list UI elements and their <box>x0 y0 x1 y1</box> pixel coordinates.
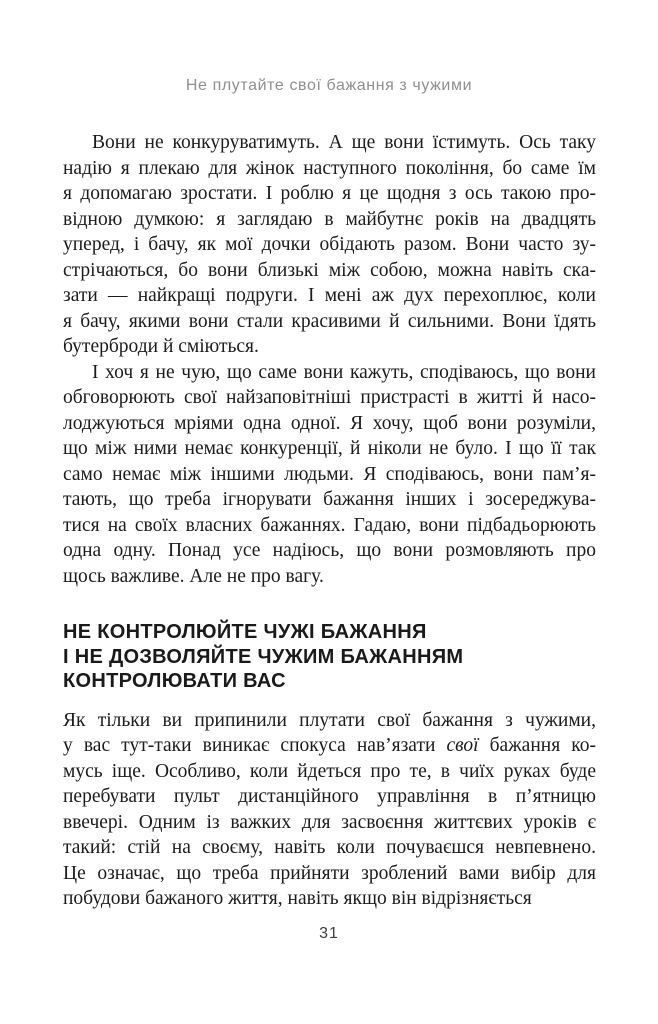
section-heading-line: КОНТРОЛЮВАТИ ВАС <box>63 670 286 692</box>
section-heading-line: НЕ КОНТРОЛЮЙТЕ ЧУЖІ БАЖАННЯ <box>63 621 427 643</box>
body-text-segment: у вас тут-таки виникає спокуса нав’язати <box>63 735 447 756</box>
body-line: стрічаються, бо вони близькі між собою, можна навіть ска- <box>63 259 596 281</box>
body-line: лоджуються мріями одна одної. Я хочу, щоб вони розуміли, <box>63 412 596 434</box>
body-line: перебувати пульт дистанційного управління в п’ятницю <box>63 786 596 807</box>
body-line: відною думкою: я заглядаю в майбутнє років на двадцять <box>63 208 596 230</box>
page-body <box>63 130 596 912</box>
body-line: ввечері. Одним із важких для засвоєння життєвих уроків є <box>63 811 596 833</box>
italic-word: свої <box>446 735 479 756</box>
body-line: Вони не конкуруватимуть. А ще вони їстимуть. Ось таку <box>92 132 596 153</box>
body-line: Як тільки ви припинили плутати свої бажання з чужими, <box>63 709 596 731</box>
body-line: побудови бажаного життя, навіть якщо він відрізняється <box>63 888 532 909</box>
body-line: я бачу, якими вони стали красивими й сильними. Вони їдять <box>63 310 596 332</box>
section-heading <box>63 589 596 708</box>
running-header: Не плутайте свої бажання з чужими <box>185 77 473 94</box>
body-line: надію я плекаю для жінок наступного покоління, бо саме їм <box>63 157 596 179</box>
body-line: щось важливе. Але не про вагу. <box>63 565 324 587</box>
body-line: одна одну. Понад усе надіюсь, що вони розмовляють про <box>63 540 596 561</box>
body-line: обговорюють свої найзаповітніші пристрасті в житті й насо- <box>63 387 596 408</box>
body-line: я допомагаю зростати. І роблю я це щодня з ось такою про- <box>63 183 596 204</box>
body-text-segment: бажання ко- <box>478 735 596 756</box>
body-line: уперед, і бачу, як мої дочки обідають разом. Вони часто зу- <box>63 234 596 255</box>
page-number: 31 <box>319 925 339 942</box>
body-line: зати — найкращі подруги. І мені аж дух перехоплює, коли <box>63 285 596 306</box>
body-line: само немає між іншими людьми. Я сподіваюсь, вони пам’я- <box>63 463 596 485</box>
paragraph-3 <box>63 708 596 912</box>
body-line: Це означає, що треба прийняти зроблений вами вибір для <box>63 862 596 884</box>
body-line <box>63 733 596 759</box>
body-line: тають, що треба ігнорувати бажання інших і зосереджува- <box>63 489 596 510</box>
paragraph-2 <box>63 360 596 590</box>
body-line: що між ними немає конкуренції, й ніколи не було. І що її так <box>63 438 596 459</box>
paragraph-1 <box>63 130 596 360</box>
body-line: бутерброди й сміються. <box>63 336 259 357</box>
body-line: тися на своїх власних бажаннях. Гадаю, вони підбадьорюють <box>63 514 596 536</box>
body-line: І хоч я не чую, що саме вони кажуть, сподіваюсь, що вони <box>92 361 596 383</box>
body-line: такий: стій на своєму, навіть коли почуваєшся невпевнено. <box>63 837 596 858</box>
section-heading-line: І НЕ ДОЗВОЛЯЙТЕ ЧУЖИМ БАЖАННЯМ <box>63 645 464 668</box>
body-line: мусь іще. Особливо, коли йдеться про те, в чиїх руках буде <box>63 760 596 782</box>
